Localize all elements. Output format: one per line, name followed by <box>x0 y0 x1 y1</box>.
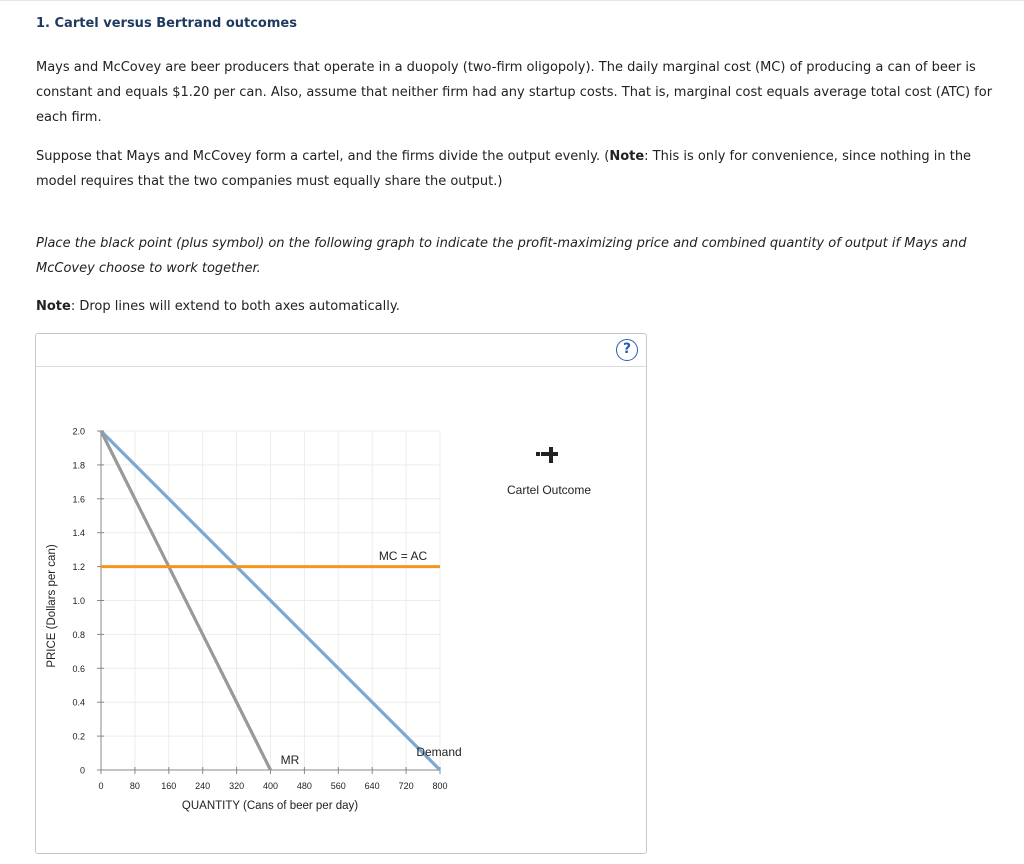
series-label-mc: MC = AC <box>378 549 428 563</box>
y-tick-label: 1.2 <box>72 562 85 573</box>
instruction-paragraph: Place the black point (plus symbol) on the following graph to indicate the profit-maximizing price and combined quantity of output if Mays and McCovey choose to work together. <box>36 236 967 276</box>
note-label: Note <box>609 149 645 164</box>
help-button[interactable]: ? <box>616 339 638 361</box>
x-tick-label: 0 <box>98 781 104 791</box>
x-axis-label: QUANTITY (Cans of beer per day) <box>181 800 359 812</box>
y-tick-label: 0.6 <box>72 663 85 674</box>
note-label: Note <box>36 299 71 314</box>
series-label-demand: Demand <box>416 745 462 759</box>
x-tick-label: 800 <box>432 781 448 791</box>
note-text: : Drop lines will extend to both axes automatically. <box>70 299 400 314</box>
plus-icon <box>544 447 558 461</box>
cartel-paragraph <box>36 144 1006 194</box>
y-tick-label: 1.8 <box>72 460 85 471</box>
tool-dot <box>536 452 540 456</box>
cartel-text-rest: : This is only for convenience, since nothing in the model requires that the two companies must equally share the output.) <box>36 149 972 189</box>
y-tick-label: 1.0 <box>72 596 85 606</box>
cartel-outcome-tool[interactable] <box>507 447 591 497</box>
x-tick-label: 80 <box>129 781 140 791</box>
y-tick-label: 2.0 <box>72 426 85 437</box>
tool-label: Cartel Outcome <box>506 483 592 497</box>
x-tick-label: 480 <box>296 781 312 791</box>
x-tick-label: 560 <box>330 781 346 791</box>
x-tick-label: 720 <box>398 781 414 791</box>
y-axis-label: PRICE (Dollars per can) <box>46 544 58 668</box>
cartel-text: Suppose that Mays and McCovey form a cartel, and the firms divide the output evenly. ( <box>36 149 610 164</box>
page-title: 1. Cartel versus Bertrand outcomes <box>36 16 297 31</box>
graph-panel <box>35 333 647 854</box>
top-divider <box>0 0 1024 1</box>
y-tick-label: 0 <box>79 765 85 776</box>
series-label-mr: MR <box>280 753 300 767</box>
note-paragraph <box>36 294 1006 319</box>
y-tick-label: 1.4 <box>72 528 85 539</box>
x-tick-label: 400 <box>262 781 279 791</box>
y-tick-label: 0.8 <box>72 629 85 640</box>
x-tick-label: 240 <box>195 781 211 791</box>
intro-paragraph: Mays and McCovey are beer producers that operate in a duopoly (two-firm oligopoly). The daily marginal cost (MC) of producing a can of beer is constant and equals $1.20 per can. Also, assume that neither firm had any startup costs. That is, marginal cost equals average total cost (ATC) for each firm. <box>36 60 993 125</box>
x-tick-label: 320 <box>229 781 245 791</box>
y-tick-label: 0.2 <box>72 731 85 742</box>
x-tick-label: 160 <box>161 781 177 791</box>
y-tick-label: 0.4 <box>72 697 85 708</box>
y-tick-label: 1.6 <box>72 494 85 505</box>
x-tick-label: 640 <box>364 781 380 791</box>
chart[interactable] <box>36 334 646 853</box>
